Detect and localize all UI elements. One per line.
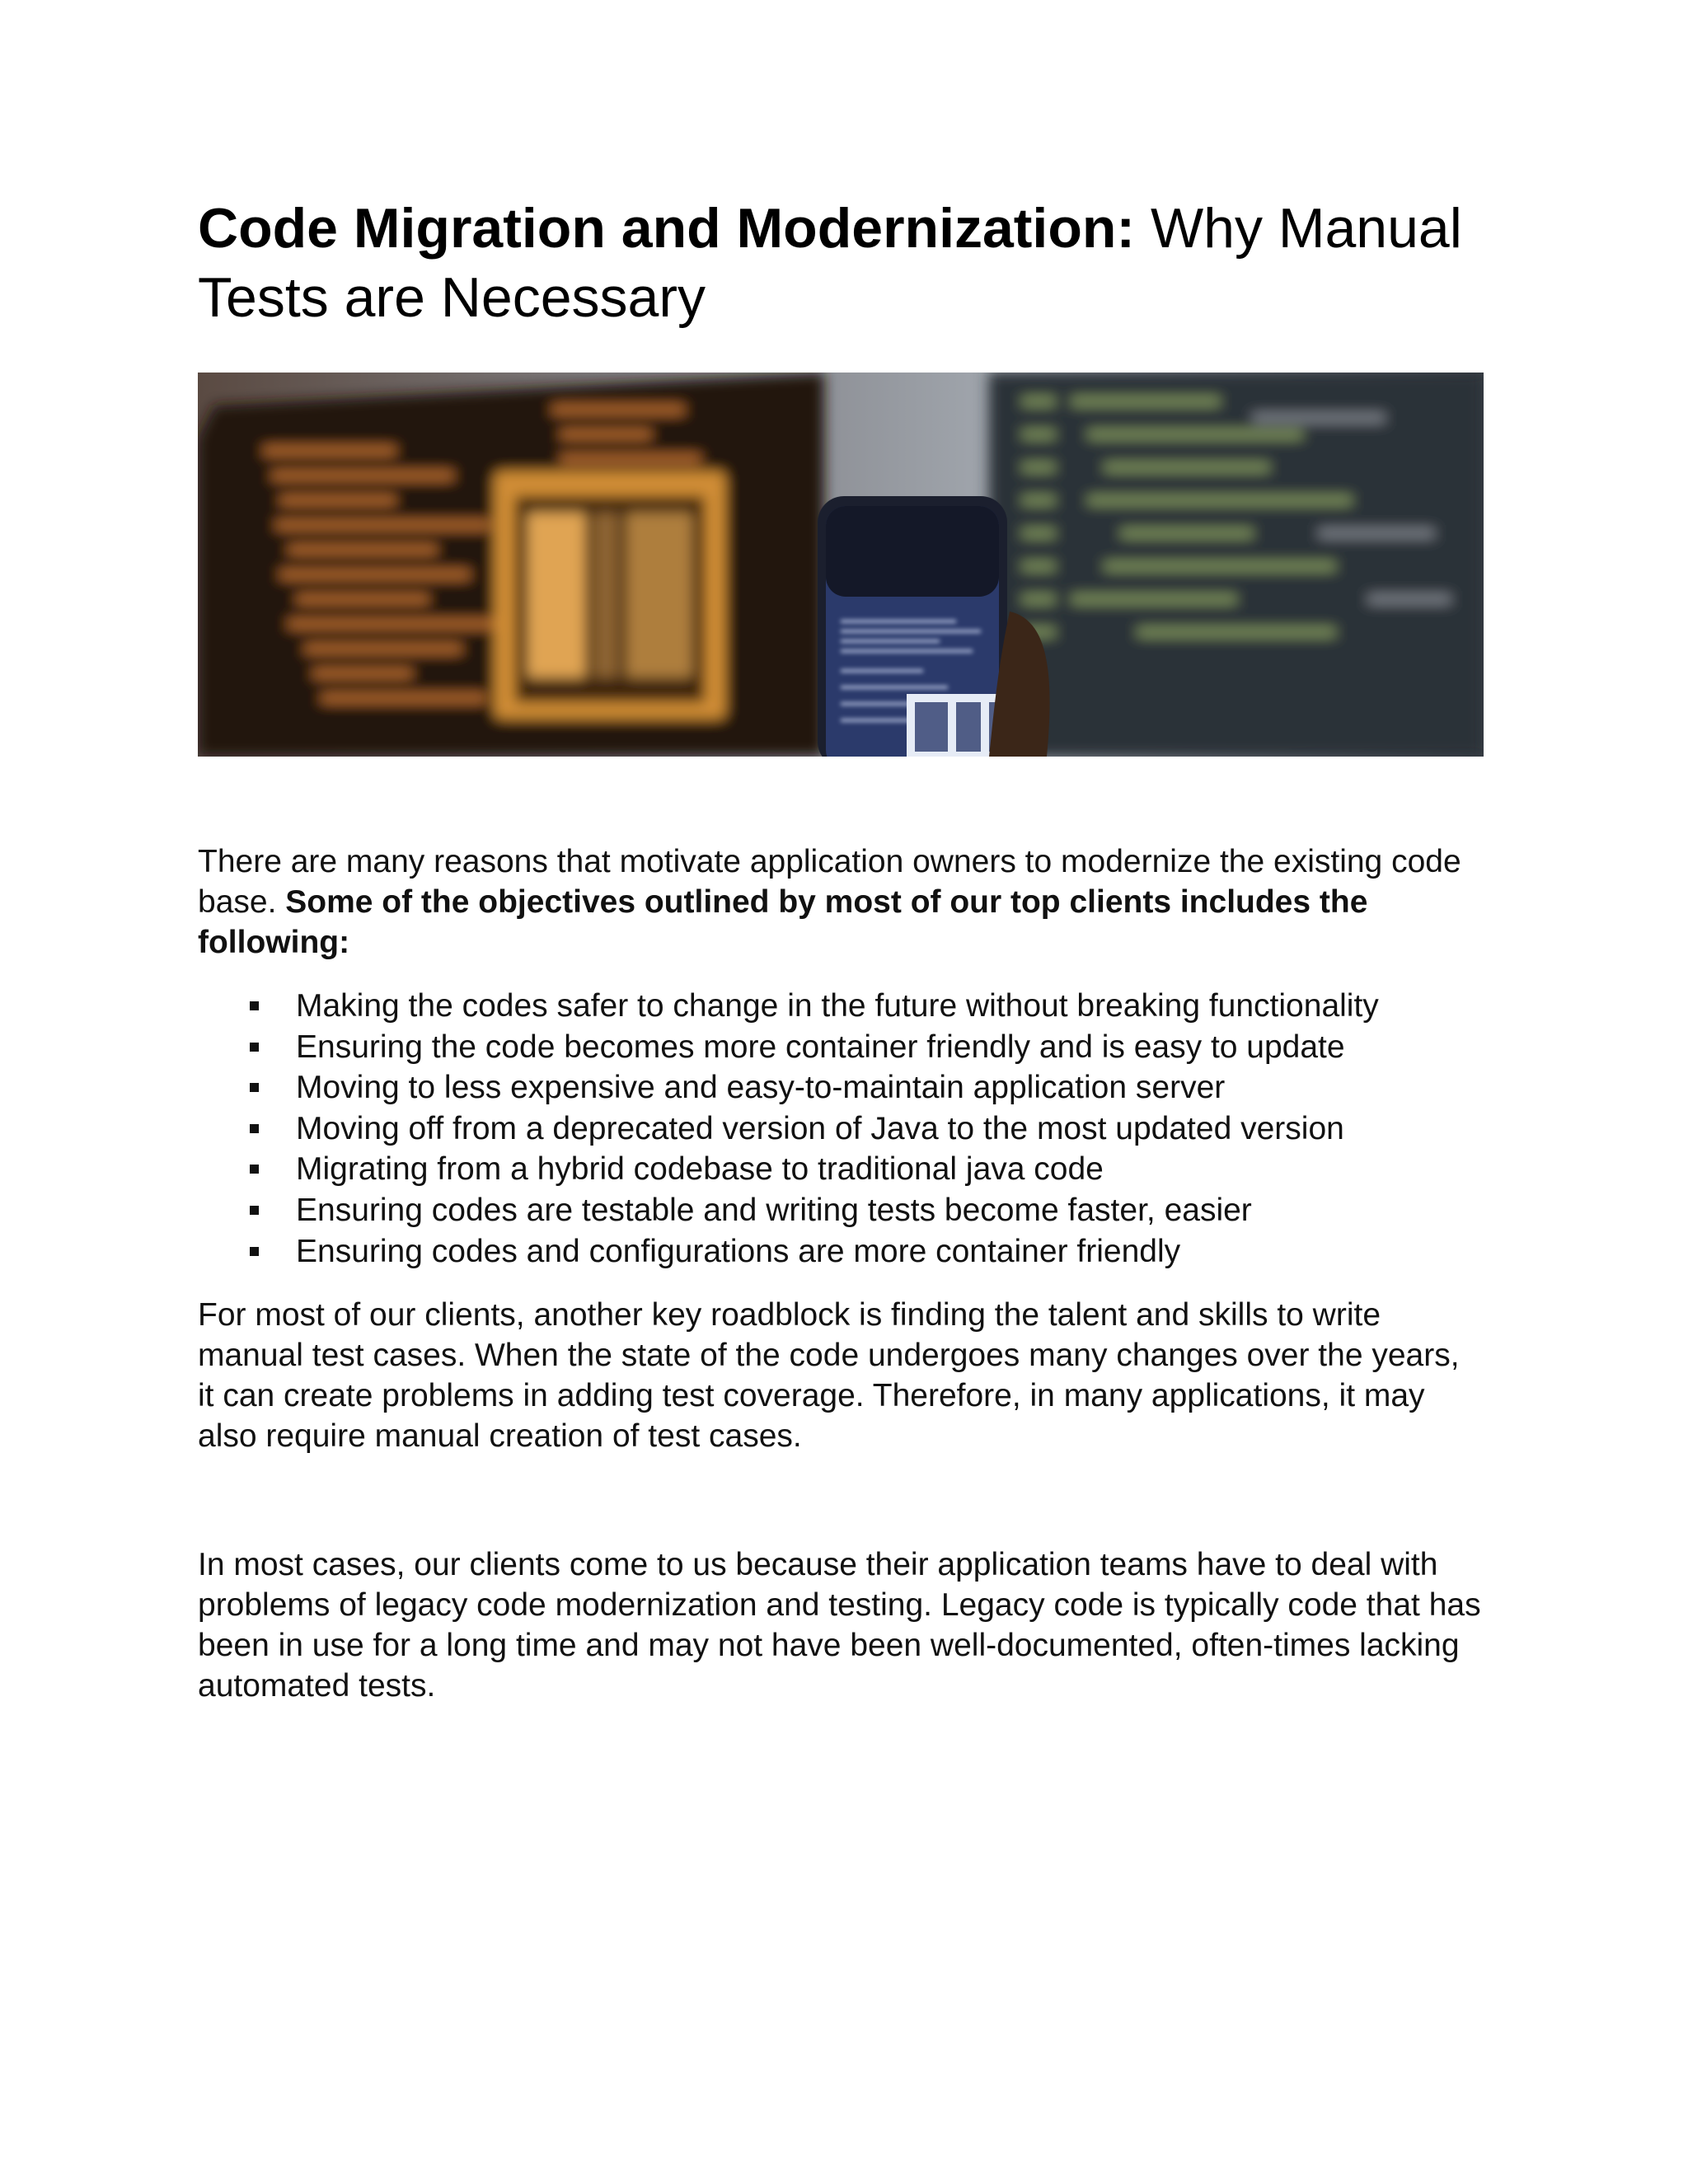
list-item-text: Ensuring the code becomes more container friendly and is easy to update (296, 1029, 1345, 1065)
list-item-text: Ensuring codes and configurations are more container friendly (296, 1233, 1181, 1269)
list-item-text: Ensuring codes are testable and writing tests become faster, easier (296, 1192, 1252, 1228)
page-title (198, 194, 1484, 332)
list-item (198, 1190, 1484, 1231)
bullet-square-icon (250, 1001, 259, 1010)
objectives-list (198, 986, 1484, 1272)
bullet-square-icon (250, 1206, 259, 1215)
list-item (198, 1108, 1484, 1150)
bullet-square-icon (250, 1043, 259, 1052)
bullet-square-icon (250, 1124, 259, 1133)
list-item (198, 1067, 1484, 1108)
list-item (198, 986, 1484, 1027)
list-item (198, 1231, 1484, 1272)
list-item (198, 1027, 1484, 1068)
document-page (198, 194, 1484, 332)
intro-text: There are many reasons that motivate application owners to modernize the existing code base. (198, 844, 1461, 920)
intro-paragraph (198, 841, 1484, 963)
list-item-text: Moving off from a deprecated version of Java to the most updated version (296, 1110, 1344, 1146)
intro-bold-text: Some of the objectives outlined by most of our top clients includes the following: (198, 884, 1368, 960)
bullet-square-icon (250, 1247, 259, 1256)
bullet-square-icon (250, 1083, 259, 1092)
code-screens-photo-icon (198, 373, 1484, 757)
list-item (198, 1149, 1484, 1190)
list-item-text: Migrating from a hybrid codebase to traditional java code (296, 1151, 1104, 1188)
list-item-text: Making the codes safer to change in the future without breaking functionality (296, 988, 1379, 1024)
legacy-code-paragraph: In most cases, our clients come to us because their application teams have to deal with problems of legacy code modernization and testing. Legacy code is typically code that has been in use for a long time and may not have been well-documented, often-times lacking automated tests. (198, 1547, 1481, 1704)
list-item-text: Moving to less expensive and easy-to-maintain application server (296, 1070, 1226, 1106)
roadblock-paragraph: For most of our clients, another key roadblock is finding the talent and skills to write manual test cases. When the state of the code undergoes many changes over the years, it can create problems in adding test coverage. Therefore, in many applications, it may also require manual creation of test cases. (198, 1297, 1460, 1454)
hero-image (198, 373, 1484, 757)
title-regular-part: Why Manual Tests are Necessary (198, 197, 1462, 329)
title-bold-part: Code Migration and Modernization: (198, 197, 1136, 260)
bullet-square-icon (250, 1165, 259, 1174)
